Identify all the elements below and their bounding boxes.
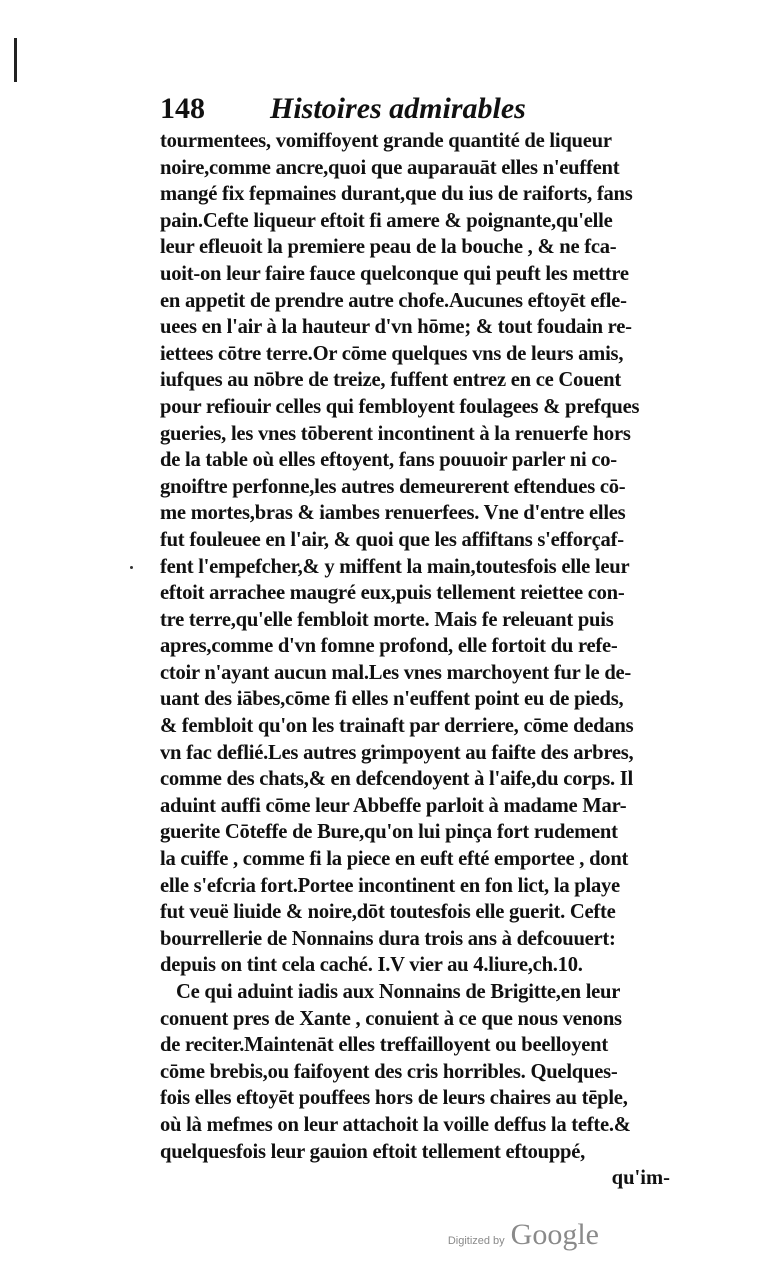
running-head: Histoires admirables xyxy=(270,92,526,125)
text-line: fut fouleuee en l'air, & quoi que les affiftans s'efforçaf- xyxy=(160,528,624,551)
text-line: de reciter.Maintenāt elles treffailloyent ou beelloyent xyxy=(160,1034,608,1057)
text-line: me mortes,bras & iambes renuerfees. Vne d'entre elles xyxy=(160,502,626,525)
text-line: guerite Cōteffe de Bure,qu'on lui pinça fort rudement xyxy=(160,821,618,844)
body-text xyxy=(160,128,670,1165)
text-line: eftoit arrachee maugré eux,puis tellement reiettee con- xyxy=(160,582,625,605)
text-line: mangé fix fepmaines durant,que du ius de raiforts, fans xyxy=(160,183,633,206)
text-line: pour refiouir celles qui fembloyent foulagees & prefques xyxy=(160,395,640,418)
text-line: fut veuë liuide & noire,dōt toutesfois elle guerit. Cefte xyxy=(160,901,616,924)
text-line: aduint auffi cōme leur Abbeffe parloit à madame Mar- xyxy=(160,794,627,817)
digitized-by-google-watermark xyxy=(448,1218,599,1252)
page-number: 148 xyxy=(160,92,205,125)
text-line: uant des iābes,cōme fi elles n'euffent point eu de pieds, xyxy=(160,688,624,711)
text-line: uoit-on leur faire fauce quelconque qui peuft les mettre xyxy=(160,262,629,285)
text-line: la cuiffe , comme fi la piece en euft efté emportee , dont xyxy=(160,848,629,871)
text-line: de la table où elles eftoyent, fans pouuoir parler ni co- xyxy=(160,449,617,472)
page-header xyxy=(160,92,670,126)
text-line: uees en l'air à la hauteur d'vn hōme; & tout foudain re- xyxy=(160,316,632,339)
text-line: comme des chats,& en defcendoyent à l'aife,du corps. Il xyxy=(160,768,634,791)
text-line: quelquesfois leur gauion eftoit tellement eftouppé, xyxy=(160,1140,586,1163)
text-line: fois elles eftoyēt pouffees hors de leurs chaires au tēple, xyxy=(160,1087,628,1110)
text-line: & fembloit qu'on les trainaft par derriere, cōme dedans xyxy=(160,715,634,738)
text-line: Ce qui aduint iadis aux Nonnains de Brigitte,en leur xyxy=(176,981,621,1003)
text-line: pain.Cefte liqueur eftoit fi amere & poignante,qu'elle xyxy=(160,209,613,232)
text-line: noire,comme ancre,quoi que auparauāt elles n'euffent xyxy=(160,156,620,179)
text-line: vn fac deflié.Les autres grimpoyent au faifte des arbres, xyxy=(160,741,634,764)
digitized-label: Digitized by xyxy=(447,1235,505,1247)
text-line: cōme brebis,ou faifoyent des cris horribles. Quelques- xyxy=(160,1060,618,1083)
text-line: fent l'empefcher,& y miffent la main,toutesfois elle leur xyxy=(160,555,630,578)
text-line: conuent pres de Xante , conuient à ce que nous venons xyxy=(160,1007,622,1030)
text-line: iufques au nōbre de treize, fuffent entrez en ce Couent xyxy=(160,369,621,392)
ink-speck xyxy=(130,566,133,569)
text-line: ctoir n'ayant aucun mal.Les vnes marchoyent fur le de- xyxy=(160,661,632,684)
text-line: depuis on tint cela caché. I.V vier au 4.liure,ch.10. xyxy=(160,954,583,977)
text-line: gueries, les vnes tōberent incontinent à la renuerfe hors xyxy=(160,422,631,445)
catchword: qu'im- xyxy=(611,1167,670,1190)
text-line: elle s'efcria fort.Portee incontinent en fon lict, la playe xyxy=(160,874,620,897)
text-line: apres,comme d'vn fomne profond, elle fortoit du refe- xyxy=(160,635,618,658)
text-line: leur efleuoit la premiere peau de la bouche , & ne fca- xyxy=(160,236,617,259)
text-line: gnoiftre perfonne,les autres demeurerent eftendues cō- xyxy=(160,475,626,498)
google-logo-text: Google xyxy=(510,1218,599,1251)
page-edge-mark xyxy=(14,38,17,82)
text-line: bourrellerie de Nonnains dura trois ans à defcouuert: xyxy=(160,927,616,950)
text-line: en appetit de prendre autre chofe.Aucunes eftoyēt efle- xyxy=(160,289,627,312)
text-line: où là mefmes on leur attachoit la voille deffus la tefte.& xyxy=(160,1113,631,1136)
book-page xyxy=(160,92,670,1192)
text-line: tourmentees, vomiffoyent grande quantité de liqueur xyxy=(160,130,612,152)
text-line: iettees cōtre terre.Or cōme quelques vns de leurs amis, xyxy=(160,342,624,365)
text-line: tre terre,qu'elle fembloit morte. Mais fe releuant puis xyxy=(160,608,614,631)
